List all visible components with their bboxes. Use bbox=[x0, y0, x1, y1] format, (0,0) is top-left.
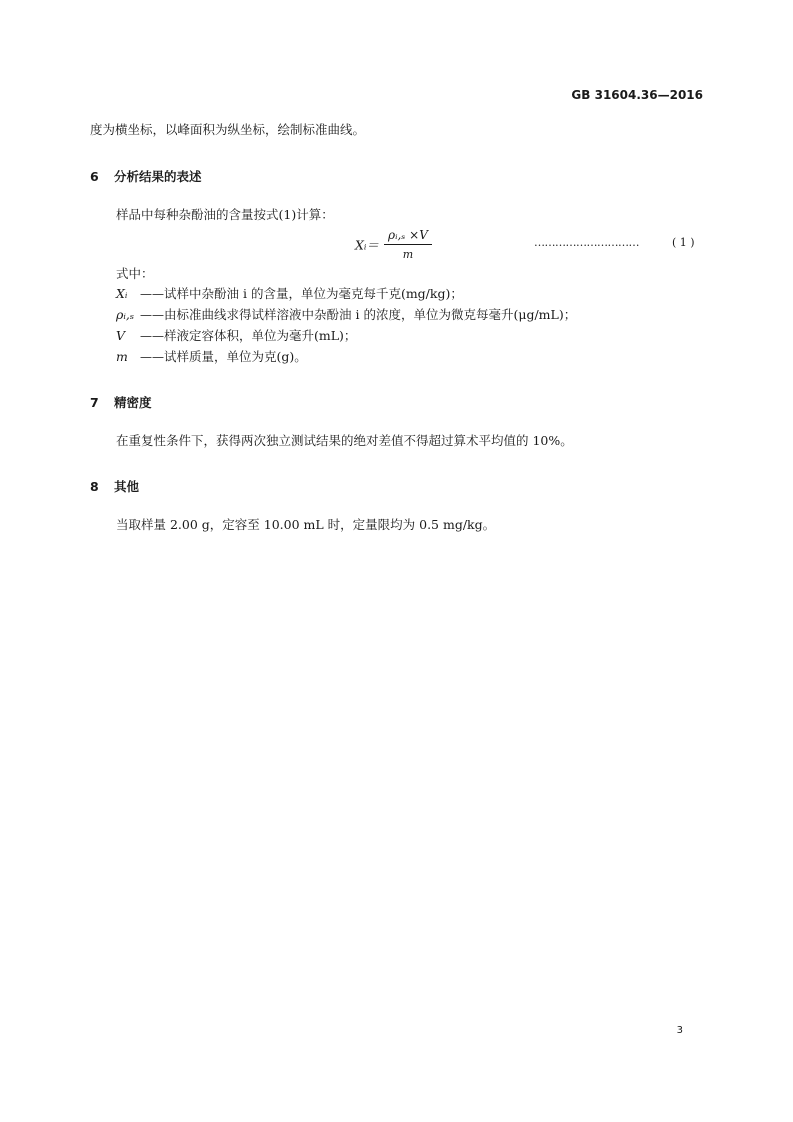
dash: —— bbox=[140, 287, 164, 301]
formula-intro: 样品中每种杂酚油的含量按式(1)计算： bbox=[116, 207, 334, 222]
section-title: 分析结果的表述 bbox=[114, 169, 202, 184]
definition-text: 样液定容体积，单位为毫升(mL)； bbox=[164, 328, 357, 343]
page-number: 3 bbox=[676, 1025, 683, 1036]
definition-text: 试样中杂酚油 i 的含量，单位为毫克每千克(mg/kg)； bbox=[164, 286, 463, 301]
section-title: 精密度 bbox=[114, 395, 152, 410]
definition-row bbox=[116, 330, 356, 343]
equation-number: ( 1 ) bbox=[672, 236, 695, 249]
section-number: 6 bbox=[90, 169, 99, 184]
section-6-heading bbox=[90, 167, 202, 185]
formula-dots: ………………………… bbox=[534, 236, 639, 249]
formula-denominator: m bbox=[402, 248, 414, 261]
definition-text: 试样质量，单位为克(g)。 bbox=[164, 349, 307, 364]
section-8-heading bbox=[90, 477, 139, 495]
definition-row bbox=[116, 309, 576, 322]
section-number: 7 bbox=[90, 395, 99, 410]
dash: —— bbox=[140, 308, 164, 322]
symbol: ρᵢ,ₛ bbox=[116, 307, 135, 322]
continuation-text: 度为横坐标，以峰面积为纵坐标，绘制标准曲线。 bbox=[90, 122, 366, 137]
dash: —— bbox=[140, 350, 164, 364]
where-label: 式中： bbox=[116, 266, 154, 281]
definition-row bbox=[116, 351, 307, 364]
section-title: 其他 bbox=[114, 479, 140, 494]
formula bbox=[355, 228, 432, 261]
section-number: 8 bbox=[90, 479, 99, 494]
definition-text: 由标准曲线求得试样溶液中杂酚油 i 的浓度，单位为微克每毫升(μg/mL)； bbox=[164, 307, 577, 322]
section-7-heading bbox=[90, 393, 152, 411]
standard-number: GB 31604.36—2016 bbox=[571, 88, 703, 102]
formula-lhs: Xᵢ＝ bbox=[355, 237, 379, 253]
section-8-text: 当取样量 2.00 g，定容至 10.00 mL 时，定量限均为 0.5 mg/kg。 bbox=[116, 517, 496, 532]
section-7-text: 在重复性条件下，获得两次独立测试结果的绝对差值不得超过算术平均值的 10%。 bbox=[116, 433, 573, 448]
symbol: V bbox=[116, 328, 126, 343]
dash: —— bbox=[140, 329, 164, 343]
symbol: Xᵢ bbox=[116, 286, 128, 301]
definition-row bbox=[116, 288, 463, 301]
formula-fraction bbox=[384, 228, 432, 261]
symbol: m bbox=[116, 349, 128, 364]
formula-numerator: ρᵢ,ₛ ×V bbox=[384, 228, 432, 245]
